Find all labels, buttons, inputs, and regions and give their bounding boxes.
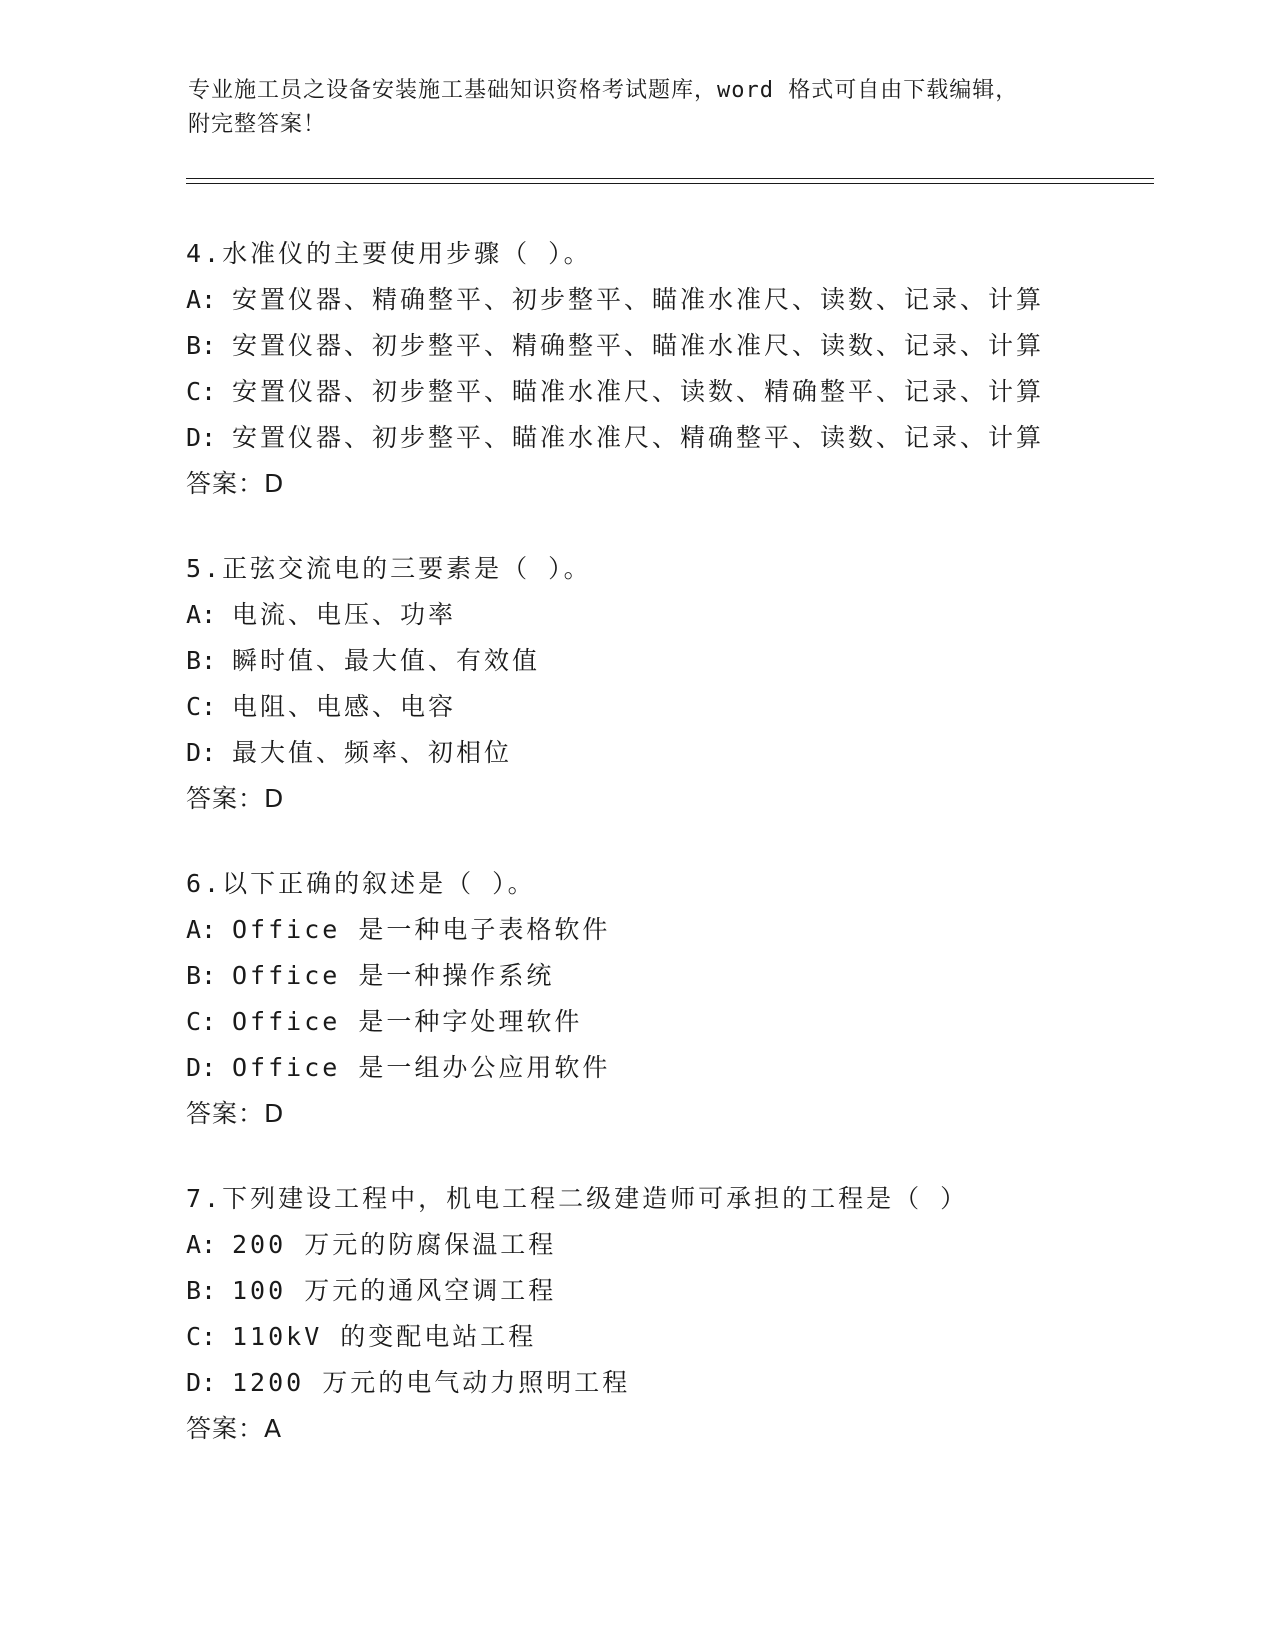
option-text: 安置仪器、精确整平、初步整平、瞄准水准尺、读数、记录、计算 [232,285,1045,314]
option-text: Office 是一种字处理软件 [232,1007,583,1036]
option-text: 最大值、频率、初相位 [232,738,513,767]
option-b [186,323,1166,369]
document-header [188,74,1068,142]
option-c [186,1314,1166,1360]
header-line-2: 附完整答案！ [188,112,327,137]
option-label: A: [186,285,217,314]
option-text: Office 是一种操作系统 [232,961,555,990]
option-b [186,953,1166,999]
option-text: 100 万元的通风空调工程 [232,1276,557,1305]
question-stem: 6.以下正确的叙述是（ ）。 [186,869,536,898]
option-label: A: [186,1230,217,1259]
question-stem: 5.正弦交流电的三要素是（ ）。 [186,554,592,583]
option-a [186,592,1166,638]
header-divider-bottom [186,183,1154,184]
option-text: 安置仪器、初步整平、瞄准水准尺、精确整平、读数、记录、计算 [232,423,1045,452]
option-text: 110kV 的变配电站工程 [232,1322,537,1351]
option-label: C: [186,1322,217,1351]
option-text: Office 是一组办公应用软件 [232,1053,611,1082]
option-text: Office 是一种电子表格软件 [232,915,611,944]
option-a [186,277,1166,323]
answer-line: 答案：A [186,1414,283,1443]
question-6 [186,861,1166,1137]
option-text: 1200 万元的电气动力照明工程 [232,1368,631,1397]
option-label: C: [186,377,217,406]
option-label: D: [186,1053,217,1082]
question-5 [186,546,1166,822]
option-d [186,1360,1166,1406]
option-d [186,1045,1166,1091]
option-b [186,1268,1166,1314]
option-c [186,999,1166,1045]
question-stem: 4.水准仪的主要使用步骤（ ）。 [186,239,592,268]
header-divider-top [186,178,1154,179]
option-label: D: [186,423,217,452]
option-label: B: [186,961,217,990]
option-text: 安置仪器、初步整平、瞄准水准尺、读数、精确整平、记录、计算 [232,377,1045,406]
question-4 [186,231,1166,507]
answer-line: 答案：D [186,469,285,498]
option-text: 电阻、电感、电容 [232,692,457,721]
option-text: 电流、电压、功率 [232,600,457,629]
option-label: A: [186,915,217,944]
option-label: B: [186,1276,217,1305]
option-d [186,415,1166,461]
header-line-1: 专业施工员之设备安装施工基础知识资格考试题库，word 格式可自由下载编辑， [188,78,1019,103]
option-label: D: [186,1368,217,1397]
option-label: C: [186,692,217,721]
answer-line: 答案：D [186,1099,285,1128]
option-label: C: [186,1007,217,1036]
option-label: B: [186,646,217,675]
option-c [186,369,1166,415]
option-c [186,684,1166,730]
option-label: D: [186,738,217,767]
answer-line: 答案：D [186,784,285,813]
question-7 [186,1176,1166,1452]
option-b [186,638,1166,684]
option-text: 200 万元的防腐保温工程 [232,1230,557,1259]
question-stem: 7.下列建设工程中，机电工程二级建造师可承担的工程是（ ） [186,1184,969,1213]
option-a [186,1222,1166,1268]
option-d [186,730,1166,776]
option-a [186,907,1166,953]
option-text: 安置仪器、初步整平、精确整平、瞄准水准尺、读数、记录、计算 [232,331,1045,360]
option-text: 瞬时值、最大值、有效值 [232,646,541,675]
option-label: B: [186,331,217,360]
option-label: A: [186,600,217,629]
